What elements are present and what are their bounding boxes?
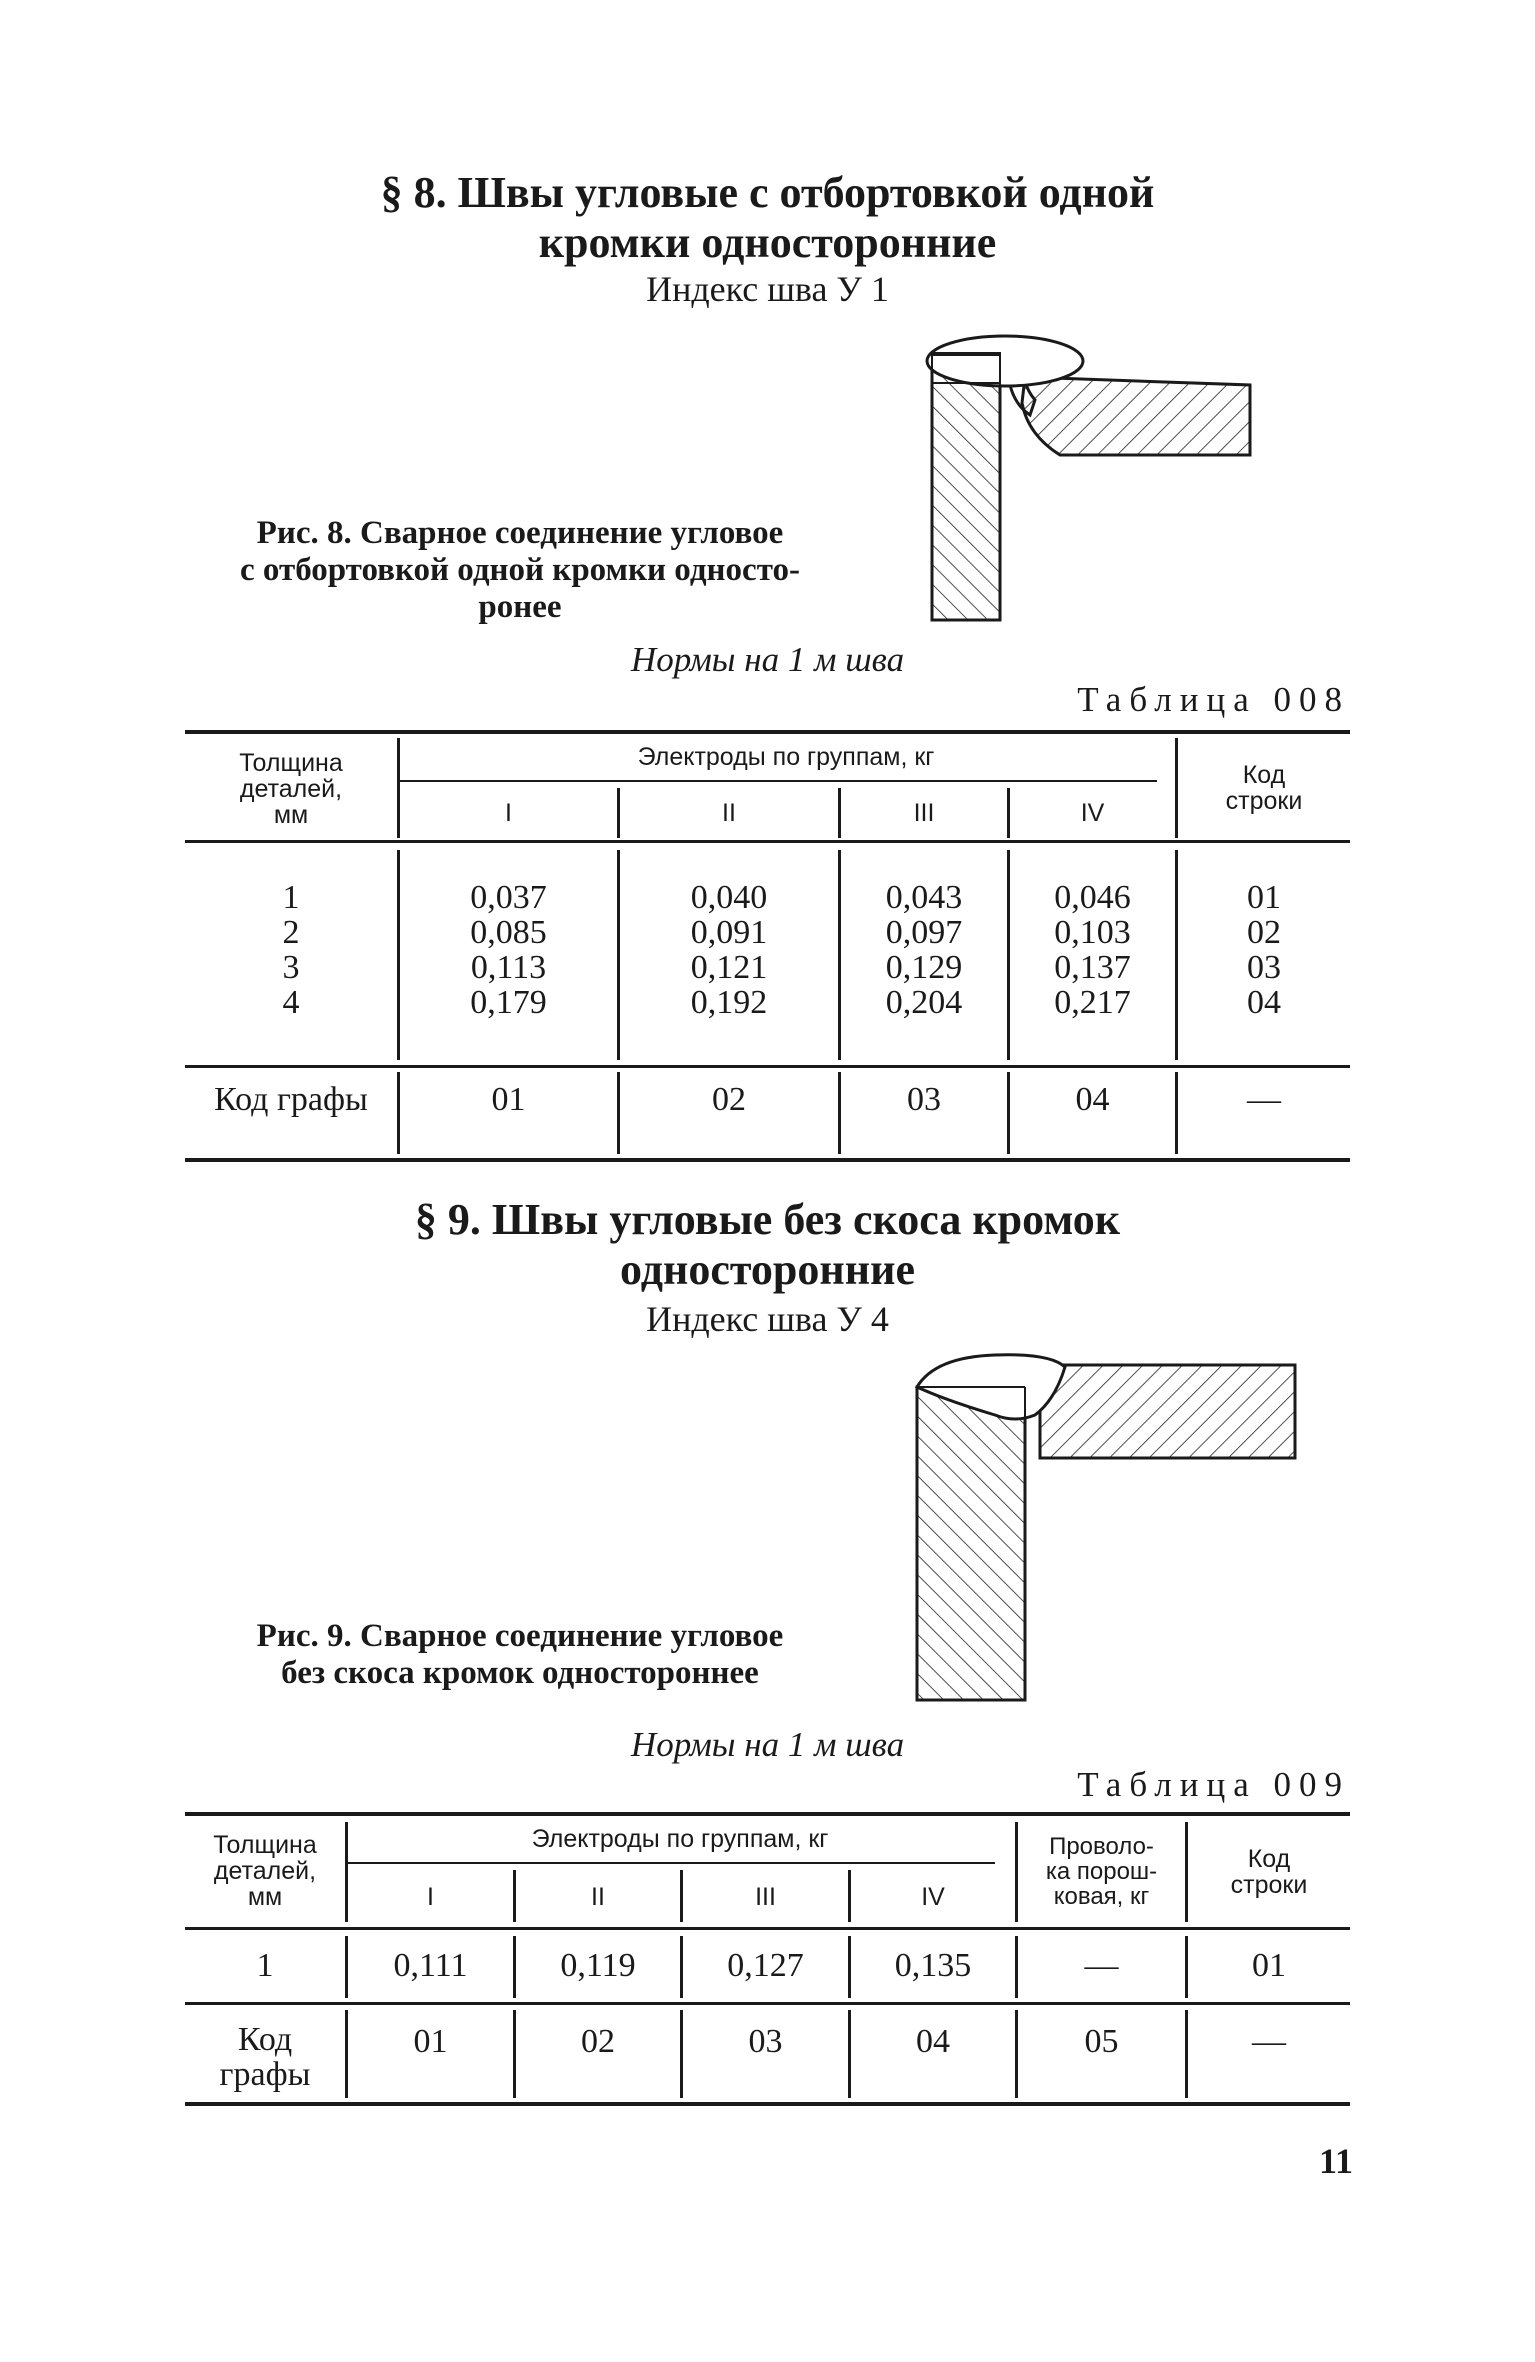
header-row-code: Код строки	[1225, 761, 1303, 815]
cell-group-2: 0,119	[560, 1947, 636, 1984]
table-008	[185, 730, 1350, 1170]
column-group-1: 0,037 0,085 0,113 0,179	[470, 879, 547, 1021]
table-009	[185, 1812, 1350, 2112]
header-group-2: II	[591, 1883, 605, 1911]
header-row-code: Код строки	[1230, 1845, 1308, 1899]
column-row-code: 01 02 03 04	[1247, 879, 1281, 1021]
column-code-1: 01	[413, 2023, 448, 2060]
column-code-5: —	[1247, 1081, 1281, 1118]
page-number: 11	[1318, 2141, 1353, 2181]
cell-group-3: 0,127	[727, 1947, 804, 1984]
column-code-2: 02	[581, 2023, 615, 2060]
header-group-4: IV	[1080, 799, 1105, 827]
column-group-3: 0,043 0,097 0,129 0,204	[885, 879, 963, 1021]
column-code-3: 03	[907, 1081, 941, 1118]
figure-9-drawing	[905, 1345, 1305, 1705]
header-electrodes: Электроды по группам, кг	[531, 1825, 829, 1853]
column-code-2: 02	[712, 1081, 746, 1118]
section-8-index: Индекс шва У 1	[646, 269, 889, 309]
column-code-5: 05	[1084, 2023, 1119, 2060]
header-group-3: III	[913, 799, 935, 827]
column-code-4: 04	[916, 2023, 950, 2060]
figure-9-caption: Рис. 9. Сварное соединение угловое без скоса кромок одностороннее	[256, 1618, 784, 1691]
column-code-label: Код графы	[214, 1081, 368, 1118]
section-9-index: Индекс шва У 4	[646, 1299, 889, 1339]
column-code-3: 03	[748, 2023, 783, 2060]
section-8-norms: Нормы на 1 м шва	[630, 640, 905, 679]
header-group-2: II	[722, 799, 736, 827]
column-code-1: 01	[491, 1081, 526, 1118]
column-code-4: 04	[1075, 1081, 1110, 1118]
header-electrodes: Электроды по группам, кг	[637, 743, 935, 771]
section-8-title: § 8. Швы угловые с отбортовкой одной кромки односторонние	[380, 168, 1155, 267]
cell-flux-wire: —	[1084, 1947, 1119, 1984]
header-group-1: I	[427, 1883, 434, 1911]
figure-8-caption: Рис. 8. Сварное соединение угловое с отбортовкой одной кромки односто- ронее	[240, 515, 800, 625]
column-code-6: —	[1252, 2023, 1286, 2060]
cell-group-1: 0,111	[393, 1947, 468, 1984]
section-9-title: § 9. Швы угловые без скоса кромок односторонние	[414, 1195, 1121, 1294]
header-thickness: Толщина деталей, мм	[213, 1831, 317, 1911]
section-9-norms: Нормы на 1 м шва	[630, 1725, 905, 1764]
cell-thickness: 1	[256, 1947, 274, 1984]
table-008-label: Таблица 008	[1077, 680, 1350, 719]
column-code-label: Код графы	[219, 2021, 311, 2093]
figure-8-drawing	[910, 325, 1270, 625]
column-group-2: 0,040 0,091 0,121 0,192	[690, 879, 768, 1021]
header-flux-wire: Проволо- ка порош- ковая, кг	[1045, 1833, 1158, 1910]
table-009-label: Таблица 009	[1077, 1765, 1350, 1804]
header-thickness: Толщина деталей, мм	[239, 749, 343, 829]
cell-row-code: 01	[1252, 1947, 1286, 1984]
header-group-1: I	[505, 799, 512, 827]
header-group-3: III	[755, 1883, 776, 1911]
cell-group-4: 0,135	[894, 1947, 972, 1984]
header-group-4: IV	[921, 1883, 945, 1911]
column-group-4: 0,046 0,103 0,137 0,217	[1054, 879, 1131, 1021]
column-thickness: 1 2 3 4	[282, 879, 300, 1021]
